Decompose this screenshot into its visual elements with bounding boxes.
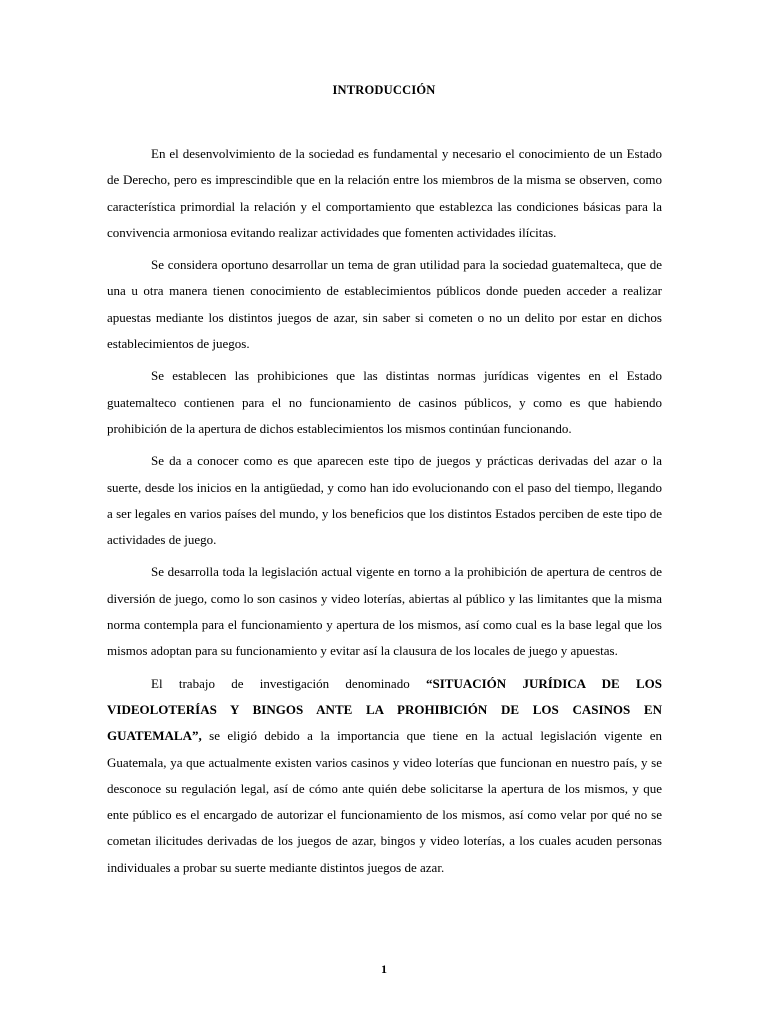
- page-number: 1: [381, 962, 387, 976]
- paragraph-4: Se da a conocer como es que aparecen este tipo de juegos y prácticas derivadas del azar o la suerte, desde los inicios en la antigüedad, y como han ido evolucionando con el paso del tiempo, llegando a ser legales en varios países del mundo, y los beneficios que los distintos Estados perciben de este tipo de actividades de juego.: [107, 453, 662, 548]
- research-title: “SITUACIÓN JURÍDICA DE LOS VIDEOLOTERÍAS Y BINGOS ANTE LA PROHIBICIÓN DE LOS CASINOS EN GUATEMALA”,: [107, 675, 662, 744]
- paragraph-1: En el desenvolvimiento de la sociedad es fundamental y necesario el conocimiento de un Estado de Derecho, pero es imprescindible que en la relación entre los miembros de la misma se observen, como característica primordial la relación y el comportamiento que establezca las condiciones básicas para la convivencia armoniosa evitando realizar actividades que fomenten actividades ilícitas.: [107, 146, 662, 240]
- paragraph-2: Se considera oportuno desarrollar un tema de gran utilidad para la sociedad guatemalteca, que de una u otra manera tienen conocimiento de establecimientos públicos donde pueden acceder a realizar apuestas mediante los distintos juegos de azar, sin saber si cometen o no un delito por estar en dichos establecimientos de juegos.: [107, 257, 662, 352]
- paragraph-3: Se establecen las prohibiciones que las distintas normas jurídicas vigentes en el Estado guatemalteco contienen para el no funcionamiento de casinos públicos, y como es que habiendo prohibición de la apertura de dichos establecimientos los mismos continúan funcionando.: [107, 368, 662, 436]
- paragraph-6-rest: se eligió debido a la importancia que tiene en la actual legislación vigente en Guatemala, ya que actualmente existen varios casinos y video loterías que funcionan en nuestro país, y se desconoce su regulación legal, así de cómo ante quién debe solicitarse la apertura de los mismos, y que ente público es el encargado de autorizar el funcionamiento de los mismos, así como velar por qué no se cometan ilicitudes derivadas de los juegos de azar, bingos y video loterías, a los cuales acuden personas individuales a probar su suerte mediante distintos juegos de azar.: [107, 728, 662, 875]
- paragraph-6-lead: El trabajo de investigación denominado: [151, 675, 426, 691]
- paragraph-5: Se desarrolla toda la legislación actual vigente en torno a la prohibición de apertura de centros de diversión de juego, como lo son casinos y video loterías, abiertas al público y las limitantes que la misma norma contempla para el funcionamiento y apertura de los mismos, así como cual es la base legal que los mismos adoptan para su funcionamiento y evitar así la clausura de los locales de juego y apuestas.: [107, 564, 662, 659]
- document-body: [107, 141, 662, 887]
- paragraph-6: [107, 671, 662, 881]
- page-title: INTRODUCCIÓN: [332, 83, 436, 97]
